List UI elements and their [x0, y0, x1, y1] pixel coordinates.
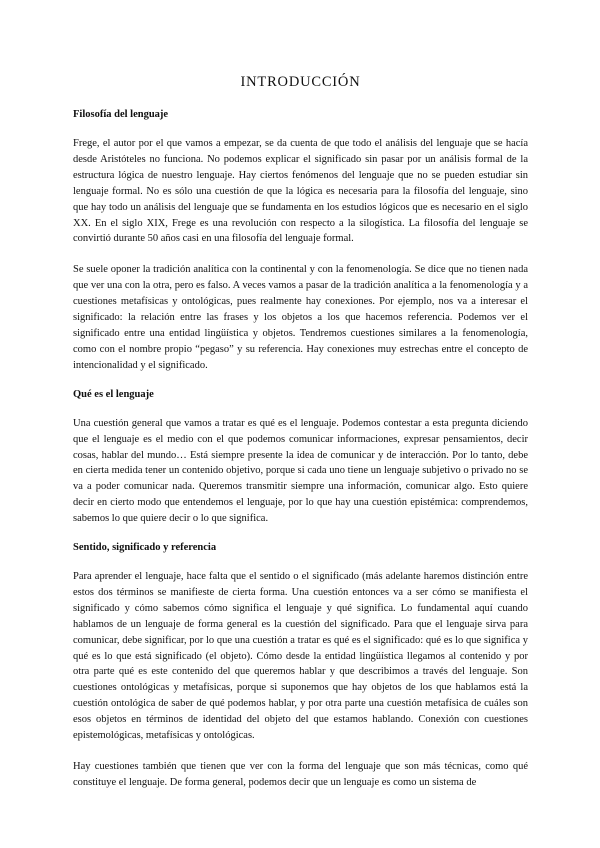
document-title: INTRODUCCIÓN — [240, 74, 361, 90]
section-heading-filosofia: Filosofía del lenguaje — [73, 109, 169, 120]
paragraph-aprender: Para aprender el lenguaje, hace falta que el sentido o el significado (más adelante haremos distinción entre estos dos términos se manifieste de cierta forma. Una cuestión entonces va a ser cómo se manifiesta el significado y cómo sabemos cómo significa el lenguaje y qué significa. Lo fundamental aquí cuando hablamos de un lenguaje de forma general es la cuestión del significado. Para que el lenguaje sirva para comunicar, debe significar, por lo que una cuestión a tratar es qué es el significado: qué es lo que significa y qué es lo que está significado (el objeto). Cómo desde la entidad lingüística llegamos al contenido y por otra parte qué es este contenido del que queremos hablar y que describimos a través del lenguaje. Son cuestiones ontológicas y metafísicas, porque si suponemos que hay objetos de los que hablamos está la cuestión ontológica de saber de qué podemos hablar, y por otra parte una cuestión metafísica de cuáles son esos objetos en términos de identidad del objeto del que estamos hablando. Conexión con cuestiones epistemológicas, metafísicas y ontológicas. — [73, 571, 528, 742]
paragraph-frege: Frege, el autor por el que vamos a empezar, se da cuenta de que todo el análisis del lenguaje que se hacía desde Aristóteles no funciona. No podemos explicar el significado sin pasar por un análisis formal de la estructura lógica de nuestro lenguaje. Hay ciertos fenómenos del lenguaje que no se pueden estudiar sin lenguaje formal. No es sólo una cuestión de que la lógica es necesaria para la filosofía del lenguaje, sino que hay todo un análisis del lenguaje que se fundamenta en los estudios lógicos que es necesario en el siglo XX. En el siglo XIX, Frege es una revolución con respecto a la silogística. La filosofía del lenguaje se convirtió durante 50 años casi en una filosofía del lenguaje formal. — [73, 138, 528, 245]
section-heading-sentido: Sentido, significado y referencia — [73, 542, 217, 554]
section-heading-que-es-lenguaje: Qué es el lenguaje — [73, 388, 154, 400]
document-page — [73, 74, 528, 806]
paragraph-forma-lenguaje: Hay cuestiones también que tienen que ver con la forma del lenguaje que son más técnicas, como qué constituye el lenguaje. De forma general, podemos decir que un lenguaje es como un sistema de — [73, 761, 528, 788]
paragraph-tradicion: Se suele oponer la tradición analítica con la continental y con la fenomenología. Se dice que no tienen nada que ver una con la otra, pero es falso. A veces vamos a pasar de la tradición analítica a la fenomenología y a cuestiones metafísicas y ontológicas, pues realmente hay conexiones. Por ejemplo, nos va a interesar el significado: la relación entre las frases y los objetos a los que hacemos referencia. Podemos ver el significado entre una entidad lingüística y objetos. Tendremos cuestiones similares a la fenomenología, como con el nombre propio “pegaso” y su referencia. Hay conexiones muy estrechas entre el concepto de intencionalidad y el significado. — [73, 264, 528, 371]
paragraph-cuestion-general: Una cuestión general que vamos a tratar es qué es el lenguaje. Podemos contestar a esta pregunta diciendo que el lenguaje es el medio con el que podemos comunicar informaciones, expresar pensamientos, decir cosas, hablar del mundo… Está siempre presente la idea de comunicar y de interacción. Por lo tanto, debe en cierta medida tener un contenido objetivo, porque si cada uno tiene un lenguaje subjetivo o privado no se va a poder comunicar nada. Queremos transmitir siempre una información, comunicar algo. Esto quiere decir en cierto modo que entendemos el lenguaje, por lo que hay una cuestión epistémica: comprendemos, sabemos lo que quiere decir o lo que significa. — [73, 417, 528, 525]
